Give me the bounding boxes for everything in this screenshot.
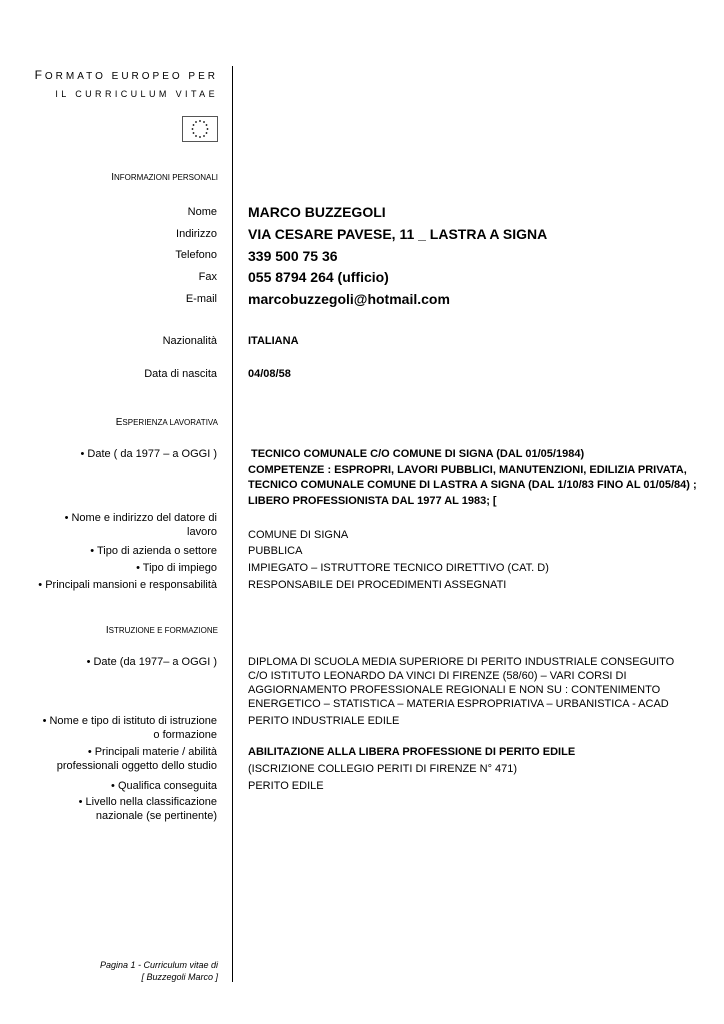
footer-line2: [ Buzzegoli Marco ]: [141, 972, 218, 982]
value-work-line4: LIBERO PROFESSIONISTA DAL 1977 AL 1983; [: [248, 495, 497, 507]
header-title-line1: [35, 68, 218, 82]
value-fax: 055 8794 264 (ufficio): [248, 269, 389, 285]
value-job-type: IMPIEGATO – ISTRUTTORE TECNICO DIRETTIVO (CAT. D): [248, 562, 549, 574]
footer-line1: Pagina 1 - Curriculum vitae di: [99, 960, 218, 970]
label-address: Indirizzo: [176, 228, 217, 240]
value-address: VIA CESARE PAVESE, 11 _ LASTRA A SIGNA: [248, 226, 548, 242]
section-initial: E: [115, 417, 123, 428]
value-duties: RESPONSABILE DEI PROCEDIMENTI ASSEGNATI: [248, 579, 507, 591]
label-education-dates: • Date (da 1977– a OGGI ): [86, 656, 217, 668]
value-subjects-line2: (ISCRIZIONE COLLEGIO PERITI DI FIRENZE N° 471): [248, 763, 518, 775]
value-institute: PERITO INDUSTRIALE EDILE: [248, 715, 400, 727]
label-level-line1: • Livello nella classificazione: [78, 796, 217, 808]
section-initial: I: [111, 172, 114, 183]
column-divider: [232, 66, 233, 982]
section-title-rest: SPERIENZA LAVORATIVA: [122, 418, 218, 427]
value-phone: 339 500 75 36: [248, 248, 338, 264]
label-subjects-line2: professionali oggetto dello studio: [56, 760, 217, 772]
header-initial: F: [34, 68, 45, 82]
value-sector: PUBBLICA: [248, 545, 303, 557]
value-work-line1: TECNICO COMUNALE C/O COMUNE DI SIGNA (DAL 01/05/1984): [251, 448, 585, 460]
label-birthdate: Data di nascita: [144, 368, 217, 380]
header-title-rest: ORMATO EUROPEO PER: [44, 71, 218, 82]
section-title-rest: STRUZIONE E FORMAZIONE: [108, 626, 218, 635]
value-name: MARCO BUZZEGOLI: [248, 204, 386, 220]
label-qualification: • Qualifica conseguita: [111, 780, 217, 792]
label-level-line2: nazionale (se pertinente): [95, 810, 217, 822]
label-phone: Telefono: [175, 249, 217, 261]
section-initial: I: [105, 625, 109, 636]
header-title-line2: IL CURRICULUM VITAE: [55, 89, 218, 99]
label-work-dates: • Date ( da 1977 – a OGGI ): [80, 448, 217, 460]
section-work-experience: [116, 417, 218, 428]
label-name: Nome: [187, 206, 217, 218]
page-footer: [100, 959, 218, 983]
value-subjects-line1: ABILITAZIONE ALLA LIBERA PROFESSIONE DI PERITO EDILE: [248, 746, 576, 758]
label-nationality: Nazionalità: [162, 335, 217, 347]
label-job-type: • Tipo di impiego: [136, 562, 217, 574]
value-work-line2: COMPETENZE : ESPROPRI, LAVORI PUBBLICI, MANUTENZIONI, EDILIZIA PRIVATA,: [248, 464, 687, 476]
label-employer-line1: • Nome e indirizzo del datore di: [64, 512, 217, 524]
value-birthdate: 04/08/58: [248, 368, 291, 380]
label-sector: • Tipo di azienda o settore: [90, 545, 217, 557]
label-duties: • Principali mansioni e responsabilità: [38, 579, 217, 591]
value-nationality: ITALIANA: [248, 335, 299, 347]
value-qualification: PERITO EDILE: [248, 780, 324, 792]
label-fax: Fax: [198, 271, 217, 283]
eu-flag-icon: [182, 116, 218, 142]
section-personal-info: [111, 172, 218, 183]
value-work-line3: TECNICO COMUNALE COMUNE DI LASTRA A SIGNA (DAL 1/10/83 FINO AL 01/05/84) ;: [248, 479, 697, 491]
section-title-rest: NFORMAZIONI PERSONALI: [113, 173, 218, 182]
value-email: marcobuzzegoli@hotmail.com: [248, 291, 450, 307]
value-employer: COMUNE DI SIGNA: [248, 529, 349, 541]
value-education-dates: DIPLOMA DI SCUOLA MEDIA SUPERIORE DI PERITO INDUSTRIALE CONSEGUITO C/O ISTITUTO LEONARDO DA VINCI DI FIRENZE (58/60) – VARI CORSI DI AGGIORNAMENTO PROFESSIONALE REGIONALI E NON SU : CONTENIMENTO ENERGETICO – STATISTICA – MATERIA ESPROPRIATIVA – URBANISTICA - ACAD: [248, 656, 675, 710]
label-institute-line1: • Nome e tipo di istituto di istruzione: [42, 715, 217, 727]
label-email: E-mail: [185, 293, 217, 305]
section-education: [106, 625, 218, 636]
label-employer-line2: lavoro: [187, 526, 217, 538]
label-subjects-line1: • Principali materie / abilità: [87, 746, 217, 758]
label-institute-line2: o formazione: [153, 729, 217, 741]
